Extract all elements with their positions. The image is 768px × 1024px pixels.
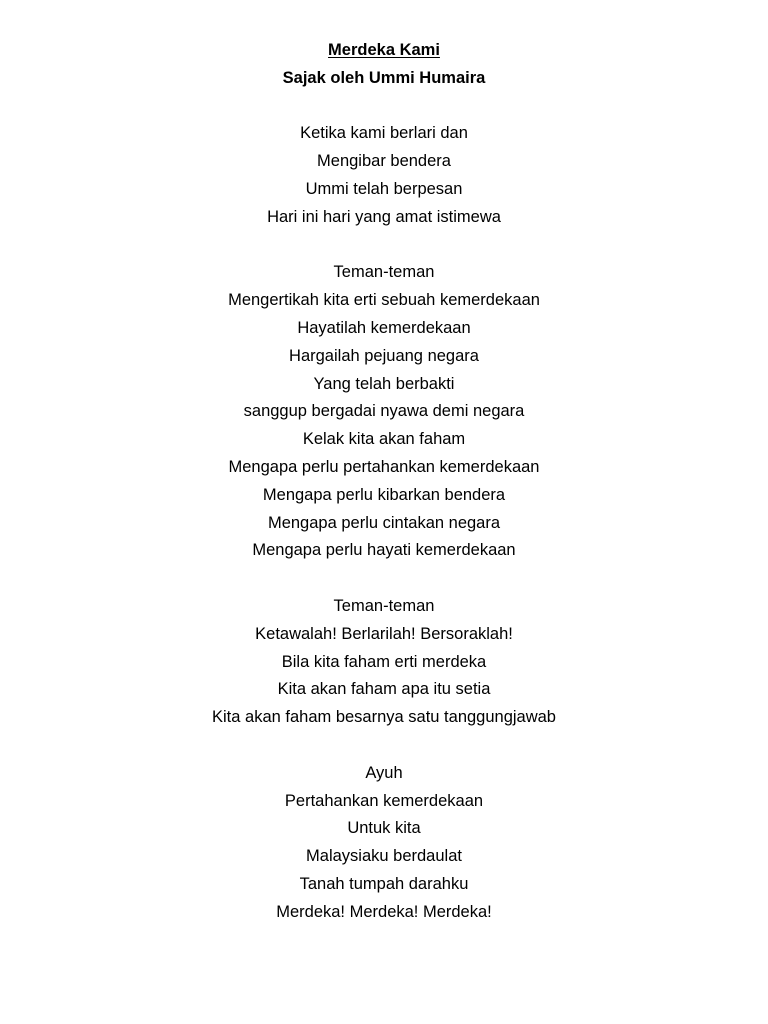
poem-line: Mengapa perlu pertahankan kemerdekaan <box>228 457 540 476</box>
poem-line: Ketawalah! Berlarilah! Bersoraklah! <box>255 624 513 643</box>
poem-line: Hargailah pejuang negara <box>289 346 479 365</box>
poem-line: Kelak kita akan faham <box>302 430 466 449</box>
poem-line: Bila kita faham erti merdeka <box>281 652 487 671</box>
poem-line: Hari ini hari yang amat istimewa <box>267 207 501 226</box>
poem-line: Mengapa perlu hayati kemerdekaan <box>252 541 516 560</box>
poem-line: sanggup bergadai nyawa demi negara <box>243 402 525 421</box>
poem-line: Mengapa perlu cintakan negara <box>267 513 501 532</box>
stanza-4 <box>0 760 768 927</box>
poem-line: Mengapa perlu kibarkan bendera <box>262 485 506 504</box>
poem-line: Ayuh <box>365 763 403 782</box>
stanza-1 <box>0 120 768 231</box>
poem-line: Mengibar bendera <box>317 152 451 171</box>
poem-line: Teman-teman <box>333 263 435 282</box>
stanza-3 <box>0 593 768 732</box>
poem-line: Ummi telah berpesan <box>305 179 463 198</box>
poem-line: Merdeka! Merdeka! Merdeka! <box>276 902 492 921</box>
stanza-2 <box>0 259 768 565</box>
poem-line: Mengertikah kita erti sebuah kemerdekaan <box>228 291 540 310</box>
poem-line: Tanah tumpah darahku <box>299 874 469 893</box>
poem-line: Ketika kami berlari dan <box>300 124 468 143</box>
poem-line: Untuk kita <box>347 819 421 838</box>
poem-line: Kita akan faham apa itu setia <box>277 680 491 699</box>
poem-author-line: Sajak oleh Ummi Humaira <box>282 68 486 87</box>
stanza-spacer <box>0 565 768 593</box>
poem-line: Malaysiaku berdaulat <box>306 847 462 866</box>
poem-title: Merdeka Kami <box>328 41 440 59</box>
stanza-spacer <box>0 732 768 760</box>
poem-line: Hayatilah kemerdekaan <box>297 318 471 337</box>
poem-line: Pertahankan kemerdekaan <box>284 791 484 810</box>
poem-line: Teman-teman <box>333 596 435 615</box>
stanza-spacer <box>0 232 768 260</box>
poem-line: Kita akan faham besarnya satu tanggungjawab <box>212 708 556 727</box>
stanza-spacer <box>0 93 768 121</box>
poem-line: Yang telah berbakti <box>313 374 455 393</box>
